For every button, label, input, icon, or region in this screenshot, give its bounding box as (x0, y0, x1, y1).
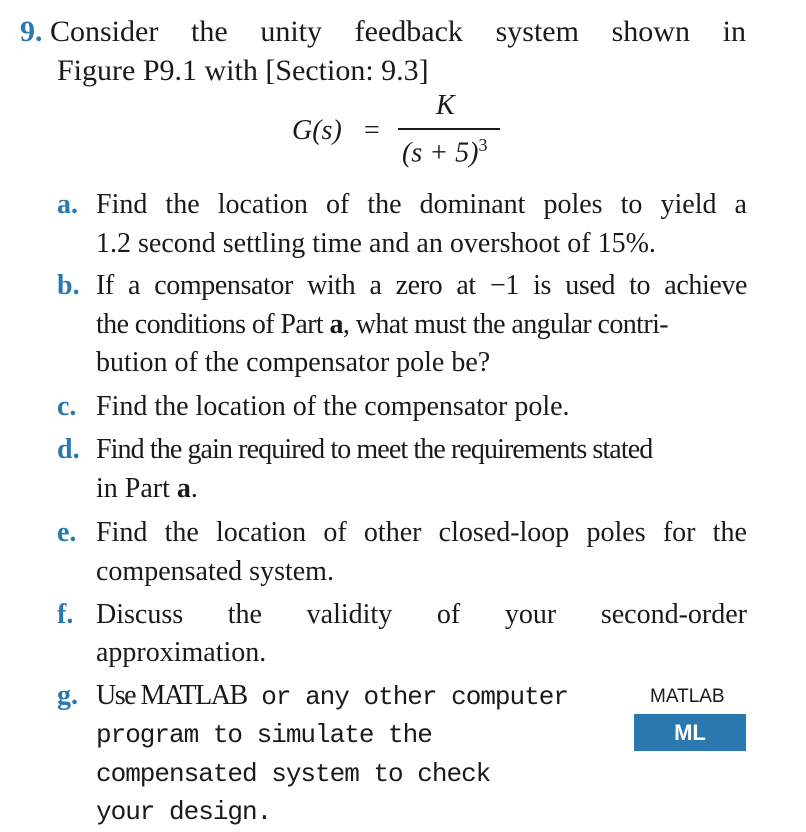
part-b-line2: the conditions of Part a, what must the angular contri- (96, 309, 668, 340)
part-d-letter: d. (57, 434, 80, 465)
part-g-line1: Use MATLAB or any other computer (96, 680, 568, 712)
part-f-letter: f. (57, 599, 74, 630)
intro-word: Consider (50, 15, 159, 48)
part-f-line1: Discuss the validity of your second-order (96, 599, 747, 630)
part-f-line2: approximation. (96, 637, 267, 668)
part-b-letter: b. (57, 270, 80, 301)
part-g-letter: g. (57, 680, 78, 711)
part-d-line1: Find the gain required to meet the requirements stated (96, 434, 653, 465)
intro-word: feedback (354, 15, 463, 48)
equation-denominator: $(s + 5)^3$ (402, 135, 488, 169)
problem-number: 9. (20, 15, 43, 48)
intro-word: the (191, 15, 228, 48)
part-a-letter: a. (57, 189, 78, 220)
part-a-line1: Find the location of the dominant poles to yield a (96, 189, 747, 220)
part-g-line2: program to simulate the (96, 720, 432, 750)
equation-lhs: G(s) (292, 115, 342, 146)
part-d-line2: in Part a. (96, 473, 198, 504)
part-g-line3: compensated system to check (96, 759, 491, 789)
part-e-letter: e. (57, 517, 77, 548)
intro-word: shown (611, 15, 690, 48)
part-c-line1: Find the location of the compensator pole. (96, 391, 570, 422)
part-b-line1: If a compensator with a zero at −1 is used to achieve (96, 270, 747, 301)
part-g-line4: your design. (96, 797, 272, 827)
problem-intro-line2: Figure P9.1 with [Section: 9.3] (57, 54, 429, 87)
ml-badge: ML (634, 714, 746, 751)
equation-equals: = (364, 115, 380, 146)
intro-word: system (495, 15, 579, 48)
part-b-line3: bution of the compensator pole be? (96, 347, 491, 378)
fraction-bar (398, 128, 500, 130)
matlab-label: MATLAB (650, 686, 725, 707)
part-a-line2: 1.2 second settling time and an overshoot of 15%. (96, 228, 656, 259)
problem-intro-line1 (20, 13, 746, 51)
part-e-line2: compensated system. (96, 556, 334, 587)
intro-word: in (722, 15, 746, 48)
intro-word: unity (260, 15, 322, 48)
part-c-letter: c. (57, 391, 77, 422)
equation-numerator: K (436, 90, 455, 121)
part-e-line1: Find the location of other closed-loop poles for the (96, 517, 747, 548)
